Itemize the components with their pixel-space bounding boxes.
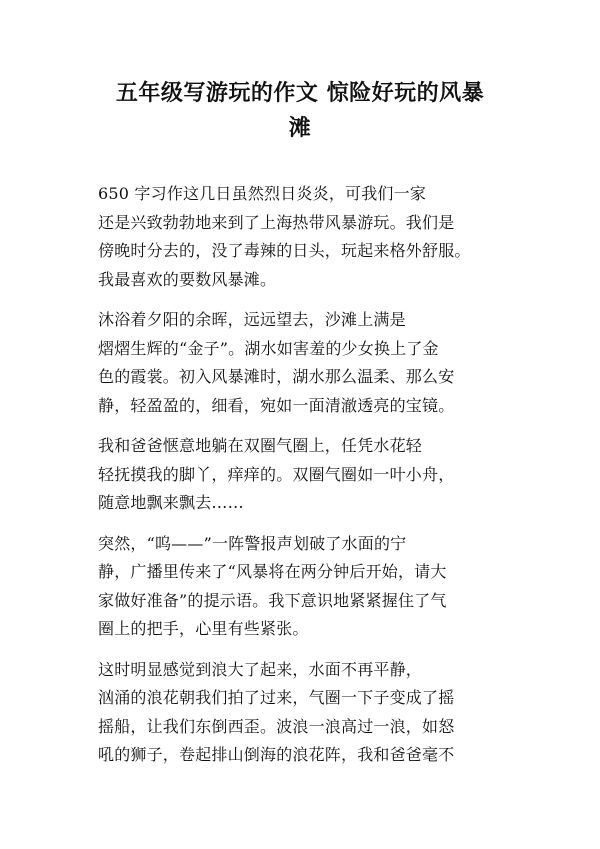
document-body xyxy=(98,180,508,770)
text-line: 圈上的把手，心里有些紧张。 xyxy=(98,619,309,638)
text-line: 650 字习作这几日虽然烈日炎炎，可我们一家 xyxy=(98,184,427,203)
text-line: 静，轻盈盈的，细看，宛如一面清澈透亮的宝镜。 xyxy=(98,395,455,415)
text-line: 色的霞裳。初入风暴滩时，湖水那么温柔、那么安 xyxy=(98,367,455,386)
text-line: 我最喜欢的要数风暴滩。 xyxy=(98,269,277,289)
document-title xyxy=(60,76,540,146)
text-line: 傍晚时分去的，没了毒辣的日头，玩起来格外舒服。 xyxy=(98,241,471,260)
text-line: 静，广播里传来了“风暴将在两分钟后开始，请大 xyxy=(98,562,447,581)
title-line: 滩 xyxy=(288,116,312,141)
text-line: 这时明显感觉到浪大了起来，水面不再平静， xyxy=(98,659,423,679)
text-line: 轻抚摸我的脚丫，痒痒的。双圈气圈如一叶小舟， xyxy=(98,464,455,484)
paragraph-4 xyxy=(98,530,508,644)
text-line: 汹涌的浪花朝我们拍了过来，气圈一下子变成了摇 xyxy=(98,688,455,707)
text-line: 还是兴致勃勃地来到了上海热带风暴游玩。我们是 xyxy=(98,212,455,232)
paragraph-1 xyxy=(98,180,508,294)
paragraph-3 xyxy=(98,432,508,518)
text-line: 家做好准备”的提示语。我下意识地紧紧握住了气 xyxy=(98,590,447,610)
text-line: 随意地飘来飘去…… xyxy=(98,493,244,512)
text-line: 熠熠生辉的“金子”。湖水如害羞的少女换上了金 xyxy=(98,338,439,358)
text-line: 突然，“呜——”一阵警报声划破了水面的宁 xyxy=(98,533,407,553)
text-line: 吼的狮子，卷起排山倒海的浪花阵，我和爸爸毫不 xyxy=(98,745,455,764)
text-line: 沐浴着夕阳的余晖，远远望去，沙滩上满是 xyxy=(98,310,406,329)
text-line: 摇船，让我们东倒西歪。波浪一浪高过一浪，如怒 xyxy=(98,716,455,736)
paragraph-2 xyxy=(98,306,508,420)
title-line: 五年级写游玩的作文 惊险好玩的风暴 xyxy=(115,81,485,106)
text-line: 我和爸爸惬意地躺在双圈气圈上，任凭水花轻 xyxy=(98,436,423,455)
paragraph-5 xyxy=(98,656,508,770)
